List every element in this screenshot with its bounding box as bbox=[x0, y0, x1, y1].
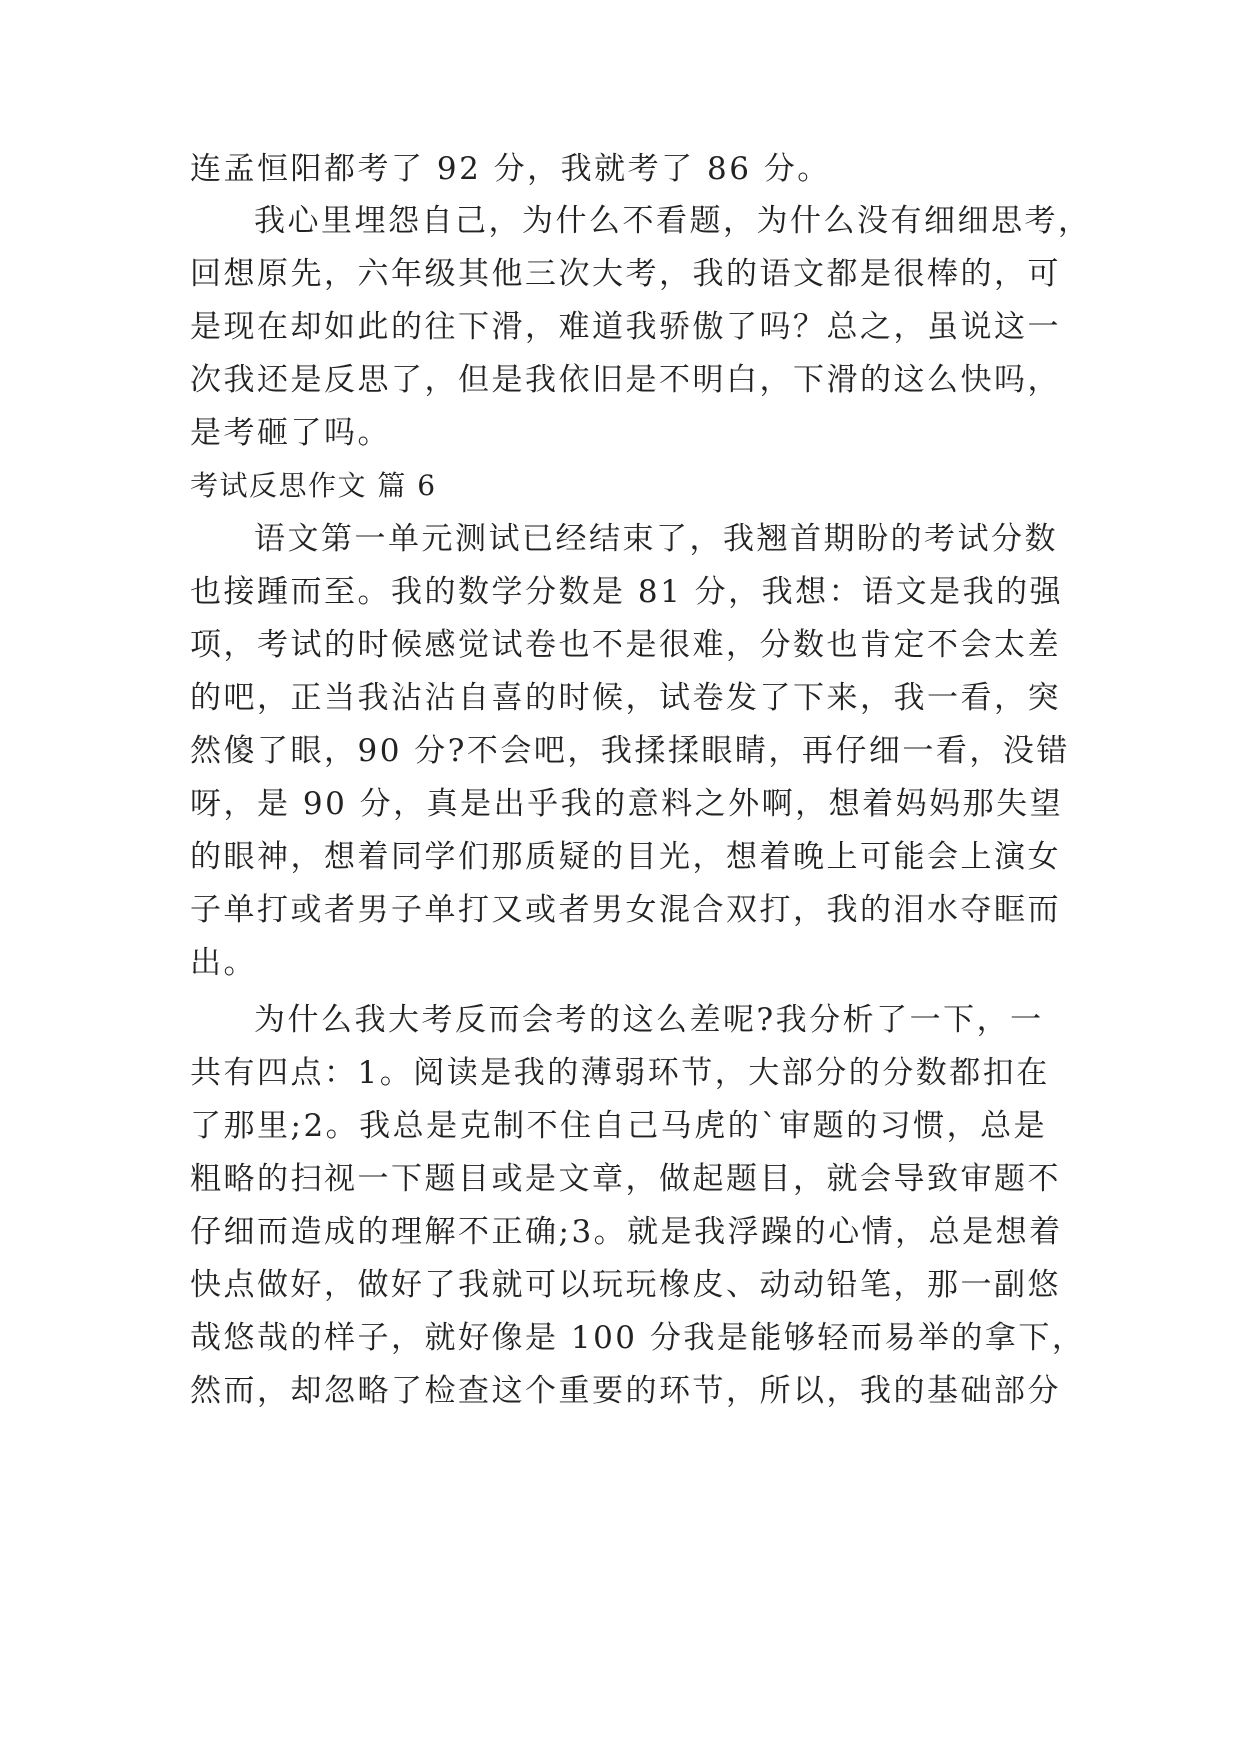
paragraph-line: 为什么我大考反而会考的这么差呢?我分析了一下，一 bbox=[254, 1002, 1044, 1038]
paragraph-line: 了那里;2。我总是克制不住自己马虎的`审题的习惯，总是 bbox=[190, 1108, 1048, 1144]
paragraph-line: 次我还是反思了，但是我依旧是不明白，下滑的这么快吗， bbox=[190, 362, 1061, 398]
paragraph-line: 出。 bbox=[190, 945, 257, 981]
section-heading: 考试反思作文 篇 6 bbox=[190, 469, 437, 502]
paragraph-line: 子单打或者男子单打又或者男女混合双打，我的泪水夺眶而 bbox=[190, 892, 1061, 928]
paragraph-line: 呀，是 90 分，真是出乎我的意料之外啊，想着妈妈那失望 bbox=[190, 786, 1064, 822]
paragraph-line: 哉悠哉的样子，就好像是 100 分我是能够轻而易举的拿下， bbox=[190, 1320, 1086, 1356]
paragraph-line: 的吧，正当我沾沾自喜的时候，试卷发了下来，我一看，突 bbox=[190, 680, 1061, 716]
paragraph-line: 然傻了眼，90 分?不会吧，我揉揉眼睛，再仔细一看，没错 bbox=[190, 733, 1070, 769]
paragraph-line: 然而，却忽略了检查这个重要的环节，所以，我的基础部分 bbox=[190, 1373, 1061, 1409]
paragraph-line: 回想原先，六年级其他三次大考，我的语文都是很棒的，可 bbox=[190, 256, 1061, 292]
paragraph-line: 是现在却如此的往下滑，难道我骄傲了吗？总之，虽说这一 bbox=[190, 309, 1061, 345]
paragraph-line: 我心里埋怨自己，为什么不看题，为什么没有细细思考， bbox=[254, 203, 1092, 239]
paragraph-line: 仔细而造成的理解不正确;3。就是我浮躁的心情，总是想着 bbox=[190, 1214, 1063, 1250]
paragraph-line: 项，考试的时候感觉试卷也不是很难，分数也肯定不会太差 bbox=[190, 627, 1061, 663]
paragraph-line: 的眼神，想着同学们那质疑的目光，想着晚上可能会上演女 bbox=[190, 839, 1061, 875]
paragraph-line: 快点做好，做好了我就可以玩玩橡皮、动动铅笔，那一副悠 bbox=[190, 1267, 1061, 1303]
paragraph-line: 连孟恒阳都考了 92 分，我就考了 86 分。 bbox=[190, 151, 831, 187]
paragraph-line: 粗略的扫视一下题目或是文章，做起题目，就会导致审题不 bbox=[190, 1161, 1061, 1197]
paragraph-line: 是考砸了吗。 bbox=[190, 415, 391, 451]
paragraph-line: 语文第一单元测试已经结束了，我翘首期盼的考试分数 bbox=[254, 521, 1058, 557]
paragraph-line: 共有四点：1。阅读是我的薄弱环节，大部分的分数都扣在 bbox=[190, 1055, 1050, 1091]
paragraph-line: 也接踵而至。我的数学分数是 81 分，我想：语文是我的强 bbox=[190, 574, 1064, 610]
